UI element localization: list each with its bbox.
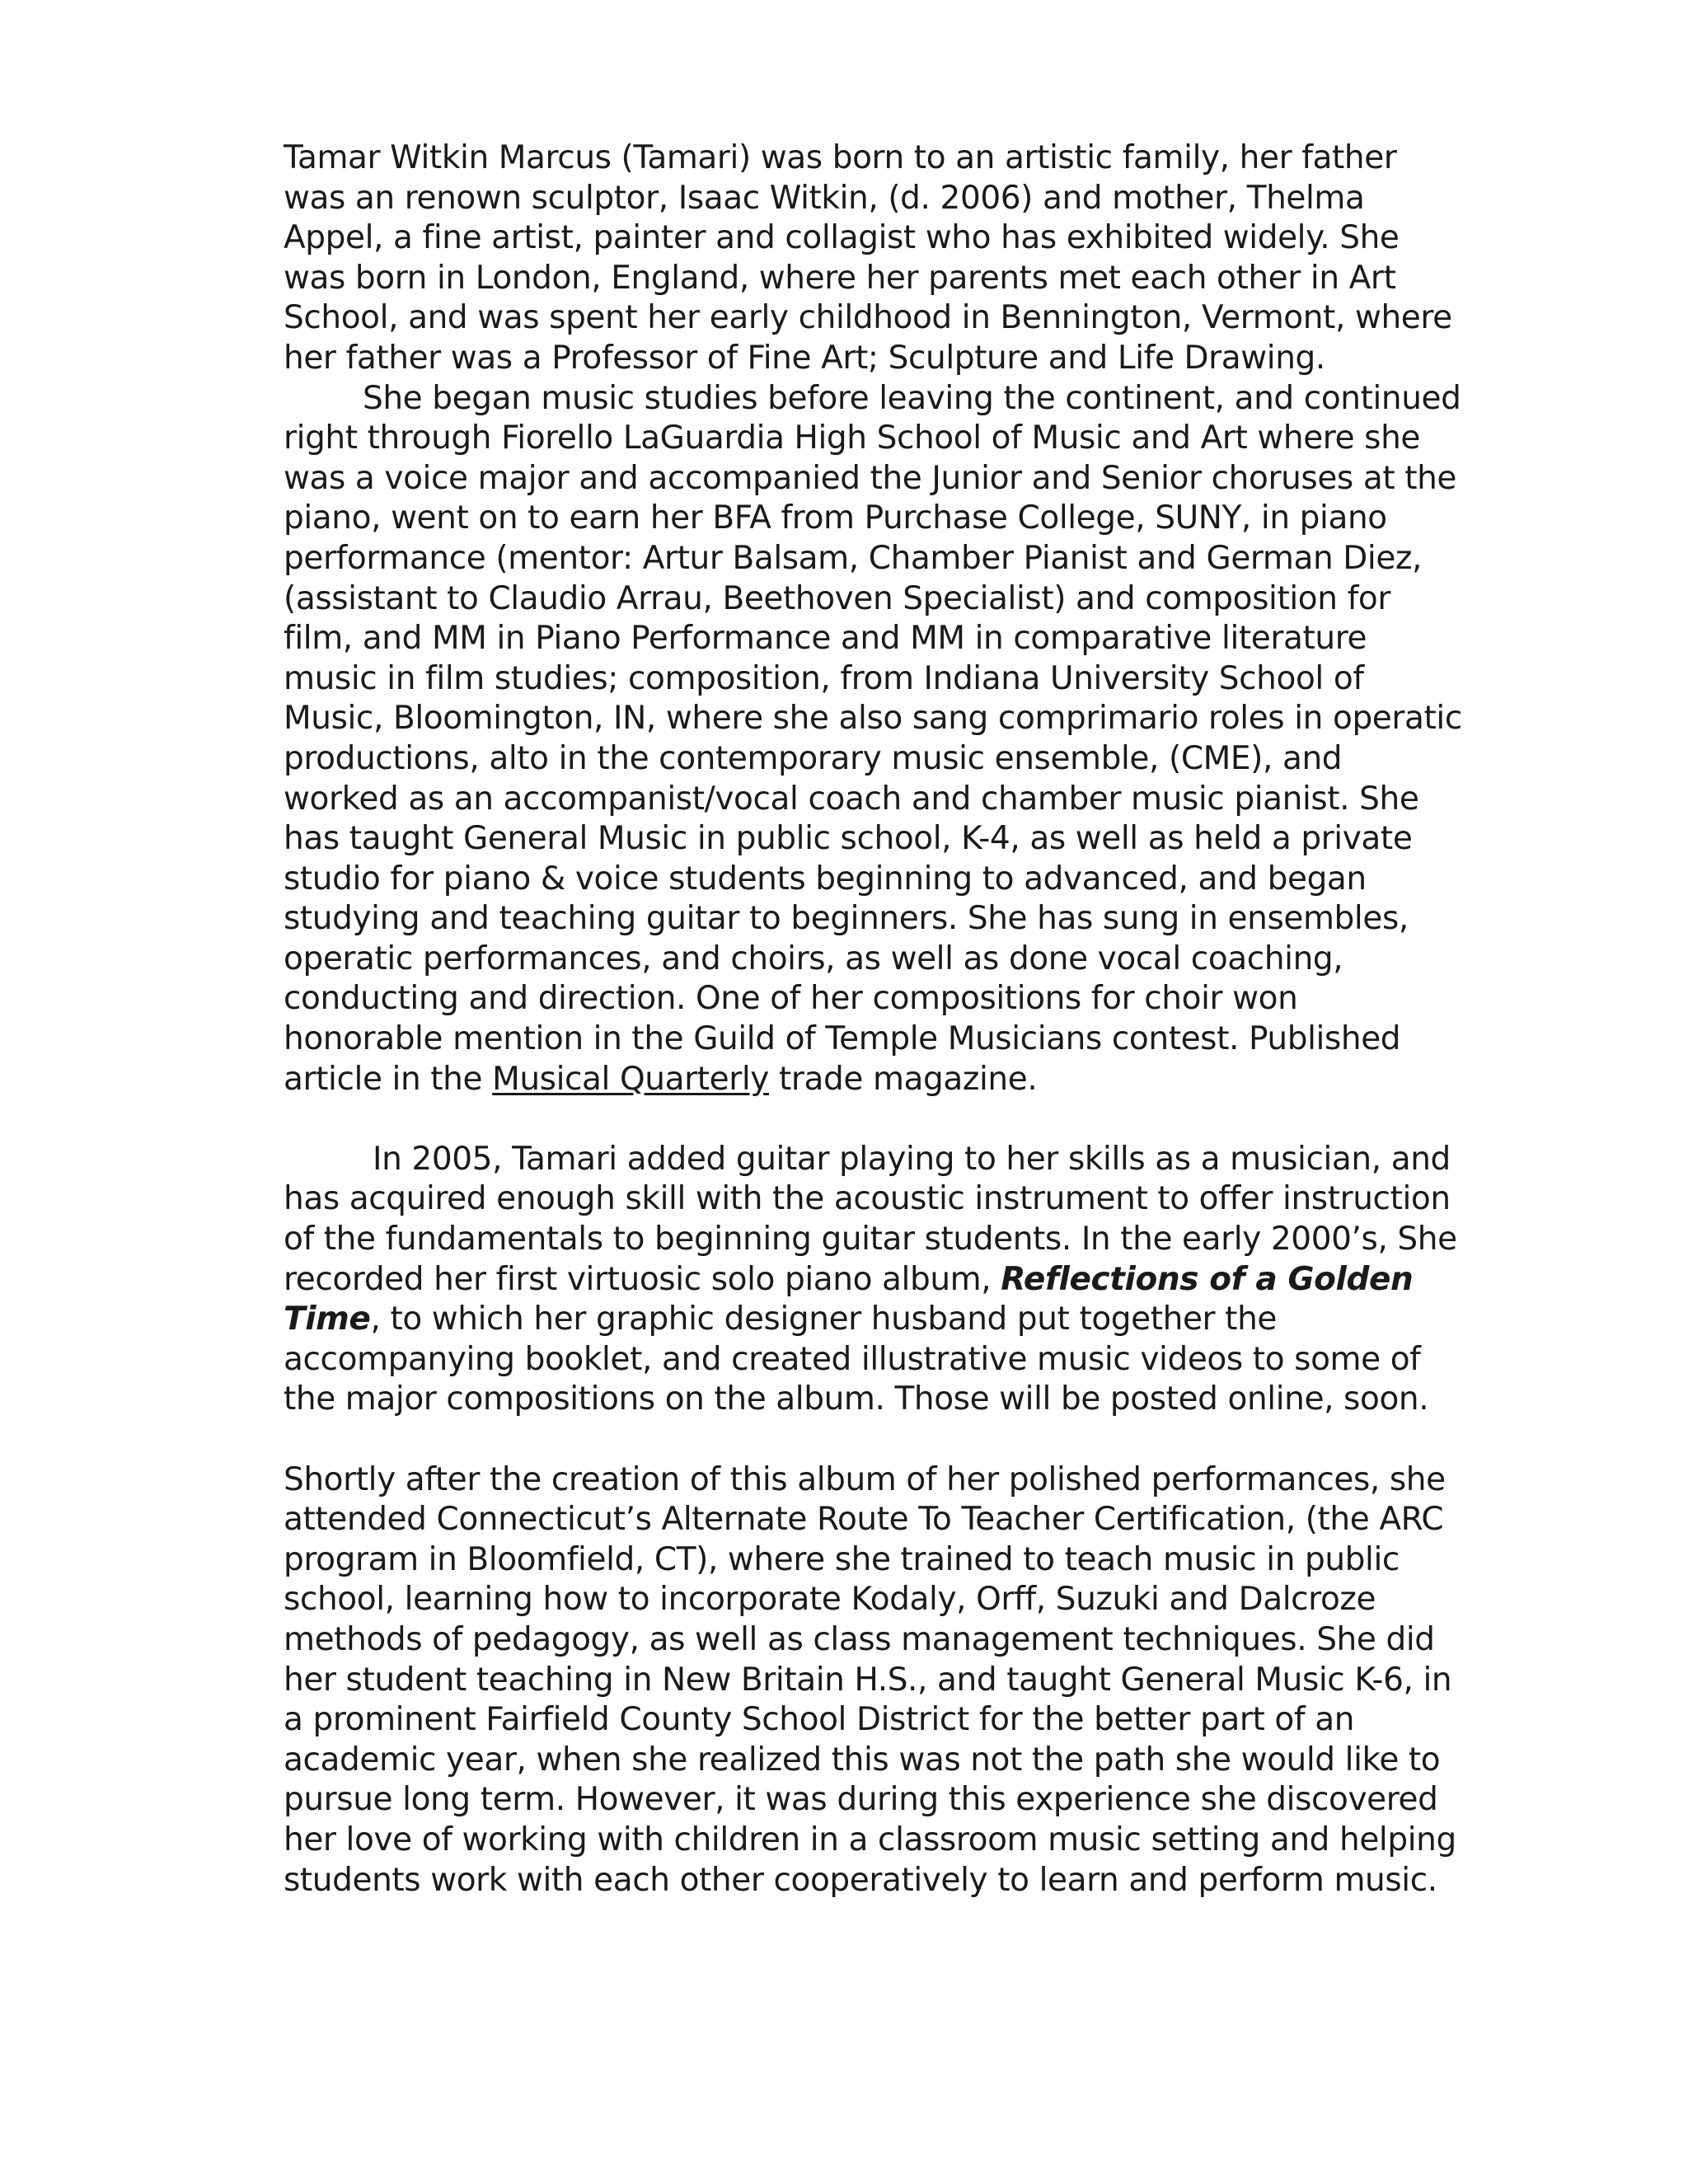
document-page: [284, 138, 1472, 1900]
paragraph-family-background-text: Tamar Witkin Marcus (Tamari) was born to an artistic family, her father was an renown sculptor, Isaac Witkin, (d. 2006) and mother, Thelma Appel, a fine artist, painter and collagist who has exhibited widely. She was born in London, England, where her parents met each other in Art School, and was spent her early childhood in Bennington, Vermont, where her father was a Professor of Fine Art; Sculpture and Life Drawing.: [284, 139, 1462, 377]
paragraph-music-education: [284, 379, 1472, 1100]
paragraph-guitar-and-album-text: In 2005, Tamari added guitar playing to her skills as a musician, and has acquired enough skill with the acoustic instrument to offer instruction of the fundamentals to beginning guitar students. In the early 2000’s, She recorded her first virtuosic solo piano album,: [284, 1140, 1467, 1298]
publication-title: Musical Quarterly: [492, 1060, 769, 1098]
paragraph-music-education-end: trade magazine.: [768, 1060, 1038, 1098]
paragraph-guitar-and-album: [284, 1140, 1467, 1420]
paragraph-music-education-text: She began music studies before leaving the continent, and continued right through Fiorello LaGuardia High School of Music and Art where she was a voice major and accompanied the Junior and Senior choruses at the piano, went on to earn her BFA from Purchase College, SUNY, in piano performance (mentor: Artur Balsam, Chamber Pianist and German Diez, (assistant to Claudio Arrau, Beethoven Specialist) and composition for film, and MM in Piano Performance and MM in comparative literature music in film studies; composition, from Indiana University School of Music, Bloomington, IN, where she also sang comprimario roles in operatic productions, alto in the contemporary music ensemble, (CME), and worked as an accompanist/vocal coach and chamber music pianist. She has taught General Music in public school, K-4, as well as held a private studio for piano & voice students beginning to advanced, and began studying and teaching guitar to beginners. She has sung in ensembles, operatic performances, and choirs, as well as done vocal coaching, conducting and direction. One of her compositions for choir won honorable mention in the Guild of Temple Musicians contest. Published article in the: [284, 379, 1472, 1098]
paragraph-guitar-and-album-end: , to which her graphic designer husband put together the accompanying booklet, and created illustrative music videos to some of the major compositions on the album. Those will be posted online, soon.: [284, 1301, 1431, 1418]
paragraph-family-background: [284, 138, 1462, 379]
paragraph-spacer: [284, 1420, 1462, 1460]
album-title: Reflections of a Golden Time: [284, 1260, 1424, 1338]
paragraph-teacher-certification-text: Shortly after the creation of this album of her polished performances, she attended Connecticut’s Alternate Route To Teacher Certification, (the ARC program in Bloomfield, CT), where she trained to teach music in public school, learning how to incorporate Kodaly, Orff, Suzuki and Dalcroze methods of pedagogy, as well as class management techniques. She did her student teaching in New Britain H.S., and taught General Music K-6, in a prominent Fairfield County School District for the better part of an academic year, when she realized this was not the path she would like to pursue long term. However, it was during this experience she discovered her love of working with children in a classroom music setting and helping students work with each other cooperatively to learn and perform music.: [284, 1460, 1466, 1899]
paragraph-teacher-certification: [284, 1460, 1466, 1901]
paragraph-spacer: [284, 1099, 1462, 1140]
